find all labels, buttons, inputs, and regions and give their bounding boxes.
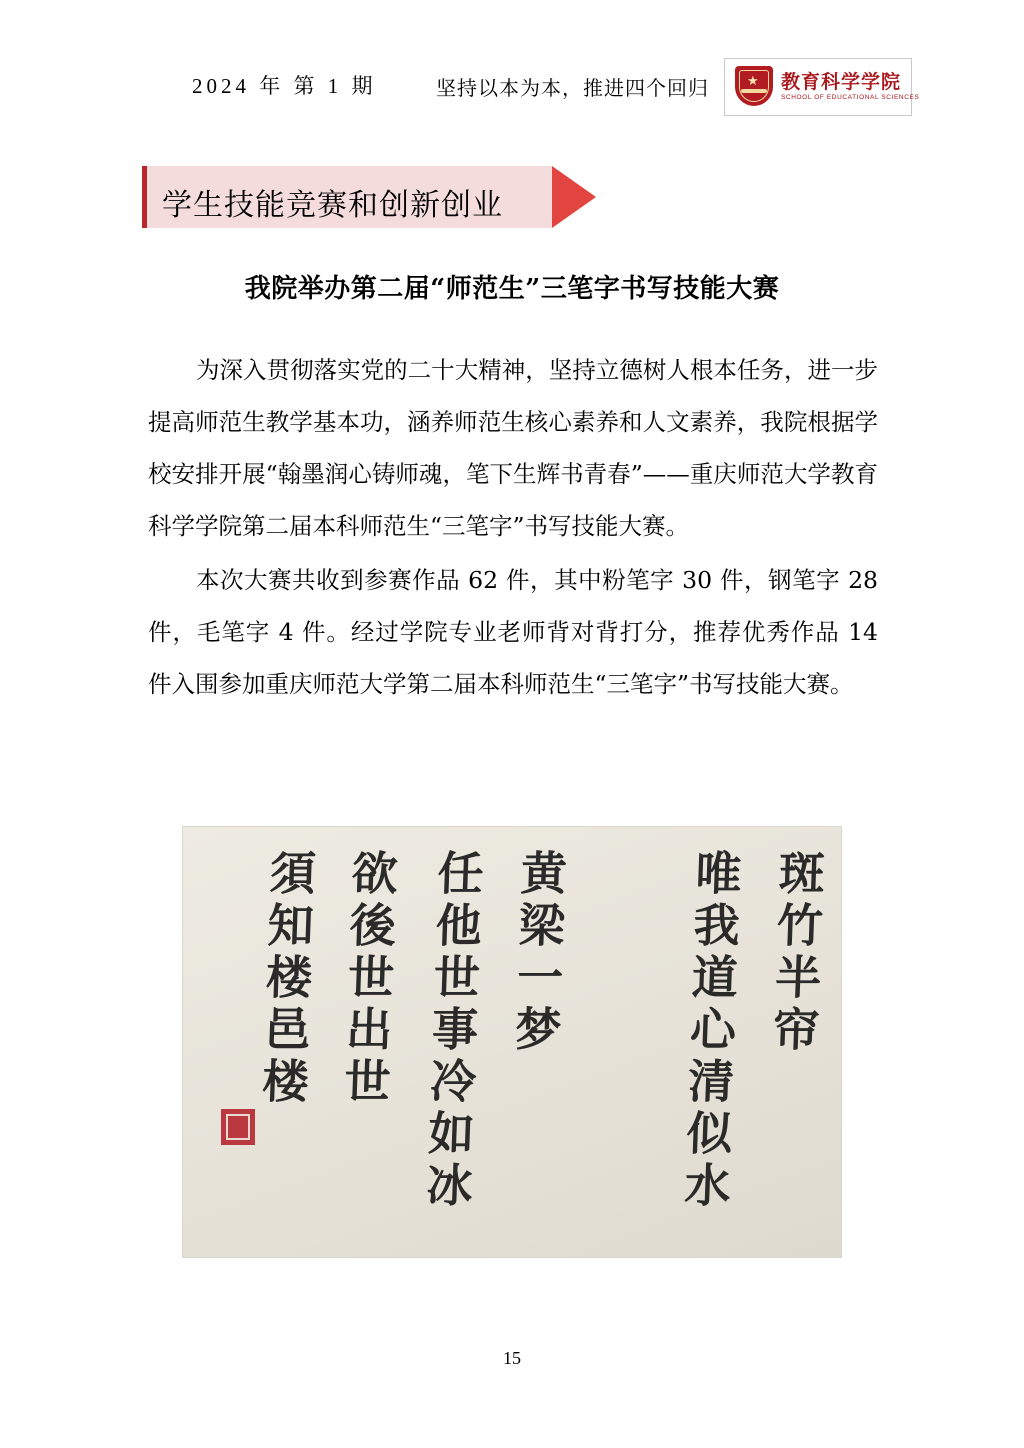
calligraphy-column: 欲後世出世: [336, 849, 400, 1109]
header-slogan: 坚持以本为本，推进四个回归: [436, 76, 709, 100]
banner-label: 学生技能竞赛和创新创业: [162, 188, 503, 223]
logo-name-cn: 教育科学学院: [781, 71, 902, 93]
calligraphy-column: 黄梁一梦: [507, 849, 569, 1057]
article-body: [148, 344, 878, 712]
article-title: 我院举办第二届“师范生”三笔字书写技能大赛: [244, 274, 780, 304]
issue-label: 2024 年 第 1 期: [192, 74, 377, 98]
page-number: 15: [503, 1348, 521, 1368]
logo-text: [781, 71, 919, 103]
calligraphy-column: 須知楼邑楼: [254, 849, 318, 1109]
calligraphy-image: [183, 827, 841, 1257]
page-header: [148, 58, 920, 116]
article-paragraph: 为深入贯彻落实党的二十大精神，坚持立德树人根本任务，进一步提高师范生教学基本功，涵养师范生核心素养和人文素养，我院根据学校安排开展“翰墨润心铸师魂，笔下生辉书青春”——重庆师范大学教育科学学院第二届本科师范生“三笔字”书写技能大赛。: [148, 356, 878, 540]
calligraphy-column: 任他世事冷如冰: [418, 849, 486, 1213]
logo-name-en: SCHOOL OF EDUCATIONAL SCIENCES: [781, 94, 920, 101]
calligraphy-figure: [182, 826, 842, 1258]
article-paragraph: 本次大赛共收到参赛作品 62 件，其中粉笔字 30 件，钢笔字 28 件，毛笔字 4 件。经过学院专业老师背对背打分，推荐优秀作品 14 件入围参加重庆师范大学第二届本科师范生“三笔字”书写技能大赛。: [148, 566, 878, 698]
calligraphy-column: 唯我道心清似水: [676, 849, 744, 1213]
section-banner: [142, 166, 602, 228]
calligraphy-column: 斑竹半帘: [765, 849, 827, 1057]
school-logo: [724, 58, 920, 116]
seal-stamp-icon: [221, 1109, 255, 1145]
banner-arrow-icon: [552, 166, 596, 228]
school-emblem-icon: ★: [733, 65, 775, 109]
